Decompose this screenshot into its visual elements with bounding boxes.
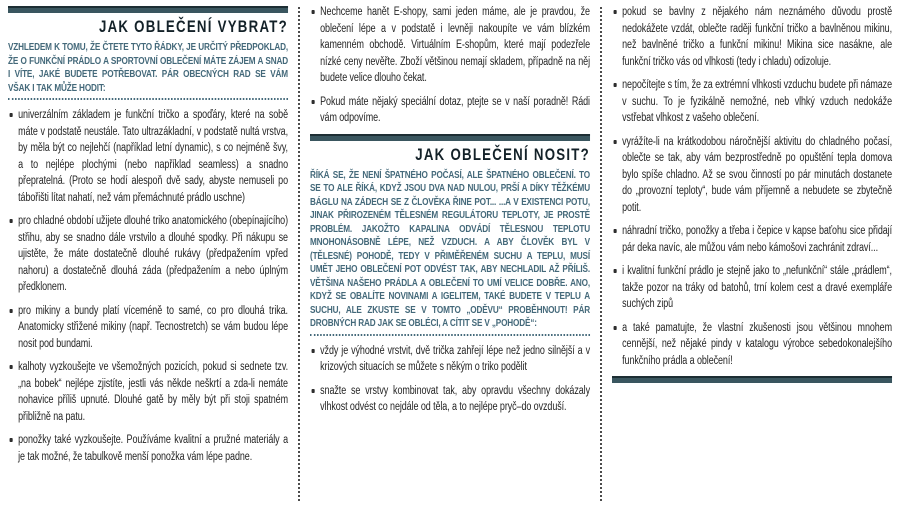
column-left: [8, 4, 298, 513]
bullet-text: a také pamatujte, že vlastní zkušenosti jsou většinou mnohem cennější, než nějaké pindy v katalogu výrobce sebedokonalejšího funkčního prádla a oblečení!: [622, 321, 892, 367]
top-rule-bar: [8, 6, 288, 13]
bullet-item: [310, 94, 590, 127]
bullet-text: kalhoty vyzkoušejte ve všemožných pozicích, pokud si sednete tzv. „na bobek“ nejlépe zjistíte, jestli vás někde neškrtí a zda-li nemáte nohavice příliš upnuté. Dlouhé gatě by měly být při stoji spatném přibližně na patu.: [18, 361, 288, 423]
bullet-text: snažte se vrstvy kombinovat tak, aby opravdu všechny dokázaly vlhkost odvést co nejdále od těla, a to nejlépe pryč–do ovzduší.: [320, 384, 590, 413]
bullet-text: vždy je výhodné vrstvit, dvě trička zahřejí lépe než jedno silnější a v krizových situacích se můžete s někým o triko podělit: [320, 344, 590, 373]
bullet-marker-icon: [10, 309, 13, 313]
section-rule-bar: [310, 134, 590, 141]
bullet-text: pokud se bavlny z nějakého nám neznámého důvodu prostě nedokážete vzdát, oblečte raději funkční tričko a bavlněnou mikinu, než bavlněné tričko a funkční mikinu! Mikina sice nasákne, ale funkční tričko vás od vlhkosti (tedy i chladu) odizoluje.: [622, 6, 892, 68]
bullet-text: nepočítejte s tím, že za extrémní vlhkosti vzduchu budete při námaze v suchu. To je fyzikálně nemožné, neb vlhký vzduch nedokáže vstřebat vlhkost z vašeho oblečení.: [622, 79, 892, 124]
column-right-content: [612, 4, 892, 383]
dotted-separator: [310, 334, 590, 336]
bullet-marker-icon: [312, 349, 315, 353]
bullet-item: [612, 4, 892, 70]
bullet-text: Nechceme hanět E-shopy, sami jeden máme, ale je pravdou, že oblečení lépe a v podstatě i levněji nakoupíte ve vám blízkém kamenném obchodě. Virtuálním E-shopům, které mají podezřele nízké ceny nevěřte. Zboží většinou nemají skladem, případně na něj budete velice dlouho čekat.: [320, 6, 590, 84]
column-middle: [300, 4, 600, 513]
bullet-marker-icon: [312, 389, 315, 393]
section-title-vybrat: JAK OBLEČENÍ VYBRAT?: [98, 17, 288, 36]
column-right: [602, 4, 894, 513]
bullet-text: Pokud máte nějaký speciální dotaz, ptejte se v naší poradně! Rádi vám odpovíme.: [320, 95, 590, 124]
bullet-item: [612, 77, 892, 127]
bullet-item: [8, 303, 288, 353]
bullet-text: pro chladné období užijete dlouhé triko anatomického (obepínajícího) střihu, aby se snadno dále vrstvilo a dlouhé spodky. Při nákupu se ujistěte, že máte dostatečně dlouhé rukávy (předpažením vpřed nahoru) a dostatečně dlouhá záda (předpažením a nebo úplným předklonem.: [18, 215, 288, 293]
bullet-item: [310, 383, 590, 416]
bullet-marker-icon: [614, 326, 617, 330]
section-title-nosit: JAK OBLEČENÍ NOSIT?: [415, 144, 590, 164]
bullet-marker-icon: [614, 229, 617, 233]
bullet-text: náhradní tričko, ponožky a třeba i čepice v kapse baťohu sice přidají pár deka navíc, ale můžou vám nebo kámošovi zachránit zdraví...: [622, 225, 892, 254]
bullet-marker-icon: [10, 219, 13, 223]
bullet-marker-icon: [614, 83, 617, 87]
bullet-text: pro mikiny a bundy platí víceméně to samé, co pro dlouhá trika. Anatomicky střižené mikiny (např. Tecnostretch) se vám budou lépe nosit pod bundami.: [18, 304, 288, 350]
bullet-list-right: [612, 4, 892, 369]
bullet-item: [612, 263, 892, 313]
section-intro-nosit: ŘÍKÁ SE, ŽE NENÍ ŠPATNÉHO POČASÍ, ALE ŠPATNÉHO OBLEČENÍ. TO SE TO ALE ŘÍKÁ, KDYŽ JSOU DVA NAD NULOU, PRŠÍ A DÍKY TĚŽKÉMU BÁGLU NA ZÁDECH SE Z ČLOVĚKA ŘINE POT... ...A V EXISTENCI POTU, JINAK PŘIROZENÉM TĚLESNÉM REGULÁTORU TEPLOTY, JE PROSTĚ PROBLÉM. JAKOŽTO KAPALINA ODVÁDÍ TĚLESNOU TEPLOTU MNOHONÁSOBNĚ LÉPE, NEŽ VZDUCH. A ABY ČLOVĚK BYL V (TĚLESNÉ) POHODĚ, TEDY V PŘIMĚŘENÉM SUCHU A TEPLU, MUSÍ UMĚT JEHO OBLEČENÍ POT ODVÉST TAK, ABY NECHLADIL AŽ PŘÍLIŠ. VĚTŠINA NAŠEHO PRÁDLA A OBLEČENÍ TO UMÍ VELICE DOBŘE. ANO, KDYŽ SE OBALÍTE NOVINAMI A IGELITEM, TAKÉ BUDETE V TEPLU A SUCHU, ALE ZKUSTE SE V TOMTO „ODĚVU“ PROBĚHNOUT! PÁR DROBNÝCH RAD JAK SE OBLÉCI, A CÍTIT SE V „POHODĚ“:: [310, 168, 590, 329]
bullet-marker-icon: [10, 365, 13, 369]
bullet-item: [612, 223, 892, 256]
bottom-rule-bar: [612, 376, 892, 383]
bullet-text: ponožky také vyzkoušejte. Používáme kvalitní a pružné materiály a je tak možné, že tabulkově menší ponožka vám lépe padne.: [18, 434, 288, 463]
bullet-list-middle-top: [310, 4, 590, 127]
bullet-marker-icon: [10, 438, 13, 442]
bullet-marker-icon: [10, 113, 13, 117]
bullet-marker-icon: [614, 140, 617, 144]
section-intro-vybrat: VZHLEDEM K TOMU, ŽE ČTETE TYTO ŘÁDKY, JE URČITÝ PŘEDPOKLAD, ŽE O FUNKČNÍ PRÁDLO A SPORTOVNÍ OBLEČENÍ MÁTE ZÁJEM A SNAD I VÍTE, JAKÉ BUDETE POTŘEBOVAT. PÁR OBECNÝCH RAD SE VÁM VŠAK I TAK MŮŽE HODIT:: [8, 41, 288, 94]
bullet-marker-icon: [312, 100, 315, 104]
column-left-content: [8, 6, 288, 465]
bullet-item: [310, 343, 590, 376]
bullet-marker-icon: [312, 10, 315, 14]
column-middle-content: [310, 4, 590, 416]
bullet-marker-icon: [614, 269, 617, 273]
bullet-item: [8, 107, 288, 206]
bullet-marker-icon: [614, 10, 617, 14]
bullet-text: vyrážíte-li na krátkodobou náročnější aktivitu do chladného počasí, oblečte se tak, aby vám bezprostředně po opuštění tepla domova bylo spíše chladno. Až se svou činností po pár minutách dostanete do „provozní teploty“, bude vám příjemně a nebudete se zbytečně potit.: [622, 135, 892, 214]
bullet-item: [8, 432, 288, 465]
dotted-separator: [8, 98, 288, 100]
bullet-item: [612, 134, 892, 217]
bullet-item: [8, 213, 288, 296]
bullet-item: [8, 359, 288, 425]
bullet-list-middle-bottom: [310, 343, 590, 416]
bullet-text: i kvalitní funkční prádlo je stejně jako to „nefunkční“ stále „prádlem“, takže pozor na tráky od batohů, trní kolem cest a dravé exempláře suchých zipů: [622, 265, 892, 310]
bullet-item: [310, 4, 590, 87]
bullet-list-left: [8, 107, 288, 465]
bullet-text: univerzálním základem je funkční tričko a spoďáry, které na sobě máte v podstatě neustále. Tato ultrazákladní, v podstatě nultá vrstva, by měla být co nejlehčí (například letní dynamic), s co nejméně švy, a to nejlépe plochými (nebo například seamless) a snadno přepratelná. (Proto se hodí alespoň dvě sady, abyste nemuseli po tábořišti lítat nahatí, než vám přemáchnuté prádlo uschne): [18, 109, 288, 204]
bullet-item: [612, 320, 892, 370]
